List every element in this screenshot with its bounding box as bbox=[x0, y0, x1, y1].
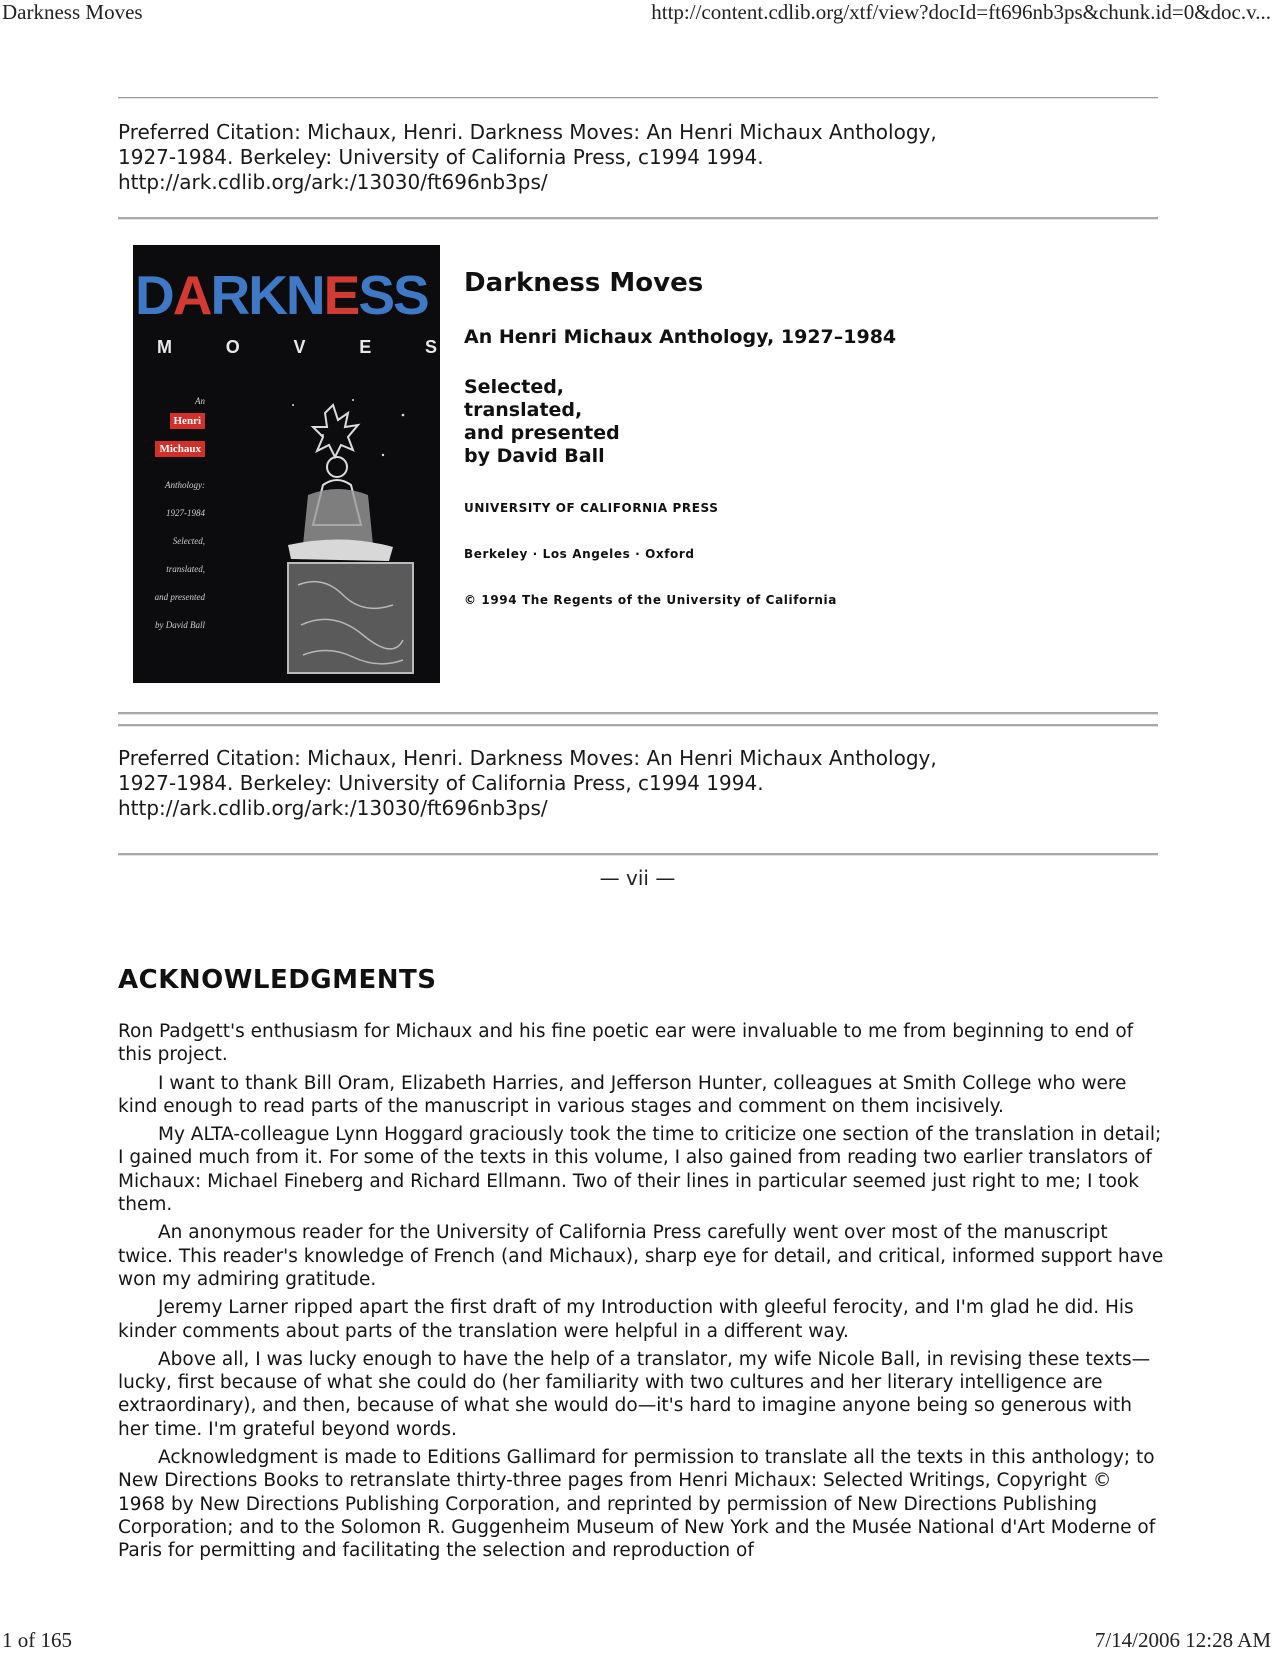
paragraph: Above all, I was lucky enough to have the help of a translator, my wife Nicole Ball, in revising these texts—lucky, first because of what she could do (her familiarity with two cultures and her literary intelligence are extraordinary), and then, because of what she would do—it's hard to imagine anyone being so generous with her time. I'm grateful beyond words. bbox=[118, 1348, 1151, 1440]
citation-top bbox=[118, 120, 1118, 195]
cover-subtitle-moves: M O V E S bbox=[157, 337, 437, 357]
divider-after-citation bbox=[118, 217, 1158, 220]
print-footer-timestamp: 7/14/2006 12:28 AM bbox=[1094, 1628, 1271, 1652]
cover-title: DARKNESS bbox=[135, 264, 428, 326]
citation-bottom bbox=[118, 746, 1118, 821]
citation-link[interactable]: http://ark.cdlib.org/ark:/13030/ft696nb3ps/ bbox=[118, 170, 548, 194]
book-publisher: UNIVERSITY OF CALIFORNIA PRESS bbox=[464, 501, 719, 515]
cover-side-text: An Henri Michaux Anthology: 1927-1984 Selected, translated, and presented by David Ball bbox=[154, 396, 205, 630]
print-header-url: http://content.cdlib.org/xtf/view?docId=ft696nb3ps&chunk.id=0&doc.v... bbox=[651, 0, 1271, 24]
paragraph: Acknowledgment is made to Editions Gallimard for permission to translate all the texts in this anthology; to New Directions Books to retranslate thirty-three pages from Henri Michaux: Selected Writings, Copyright © 1968 by New Directions Publishing Corporation, and reprinted by permission of New Directions Publishing Corporation; and to the Solomon R. Guggenheim Museum of New York and the Musée National d'Art Moderne of Paris for permitting and facilitating the selection and reproduction of bbox=[118, 1447, 1156, 1562]
book-cover-image bbox=[133, 245, 440, 683]
paragraph: I want to thank Bill Oram, Elizabeth Harries, and Jefferson Hunter, colleagues at Smith College who were kind enough to read parts of the manuscript in various stages and comment on them incisively. bbox=[118, 1072, 1127, 1117]
section-body bbox=[118, 1020, 1164, 1568]
divider-before-page-number bbox=[118, 853, 1158, 856]
page-number: — vii — bbox=[599, 866, 676, 890]
paragraph: Jeremy Larner ripped apart the first draft of my Introduction with gleeful ferocity, and I'm glad he did. His kinder comments about parts of the translation were helpful in a different way. bbox=[118, 1297, 1134, 1342]
print-footer-page-count: 1 of 165 bbox=[2, 1628, 72, 1652]
divider-after-cover-2 bbox=[118, 724, 1158, 727]
divider-top bbox=[118, 97, 1158, 99]
book-credit: Selected, translated, and presented by David Ball bbox=[464, 376, 620, 467]
book-title: Darkness Moves bbox=[464, 268, 704, 298]
citation-link[interactable]: http://ark.cdlib.org/ark:/13030/ft696nb3ps/ bbox=[118, 796, 548, 820]
book-subtitle: An Henri Michaux Anthology, 1927–1984 bbox=[464, 326, 897, 348]
cover-artwork bbox=[253, 395, 423, 675]
paragraph: An anonymous reader for the University of California Press carefully went over most of the manuscript twice. This reader's knowledge of French (and Michaux), sharp eye for detail, and critical, informed support have won my admiring gratitude. bbox=[118, 1222, 1164, 1290]
citation-line: 1927-1984. Berkeley: University of California Press, c1994 1994. bbox=[118, 145, 764, 169]
section-heading: ACKNOWLEDGMENTS bbox=[118, 965, 437, 995]
divider-after-cover-1 bbox=[118, 712, 1158, 715]
book-copyright: © 1994 The Regents of the University of California bbox=[464, 593, 837, 607]
print-header-title: Darkness Moves bbox=[2, 0, 143, 24]
citation-line: 1927-1984. Berkeley: University of California Press, c1994 1994. bbox=[118, 771, 764, 795]
paragraph: Ron Padgett's enthusiasm for Michaux and his fine poetic ear were invaluable to me from beginning to end of this project. bbox=[118, 1021, 1134, 1066]
citation-line: Preferred Citation: Michaux, Henri. Darkness Moves: An Henri Michaux Anthology, bbox=[118, 120, 937, 144]
book-places: Berkeley · Los Angeles · Oxford bbox=[464, 547, 695, 561]
paragraph: My ALTA-colleague Lynn Hoggard graciously took the time to criticize one section of the translation in detail; I gained much from it. For some of the texts in this volume, I also gained from reading two earlier translators of Michaux: Michael Fineberg and Richard Ellmann. Two of their lines in particular seemed just right to me; I took them. bbox=[118, 1124, 1162, 1216]
citation-line: Preferred Citation: Michaux, Henri. Darkness Moves: An Henri Michaux Anthology, bbox=[118, 746, 937, 770]
